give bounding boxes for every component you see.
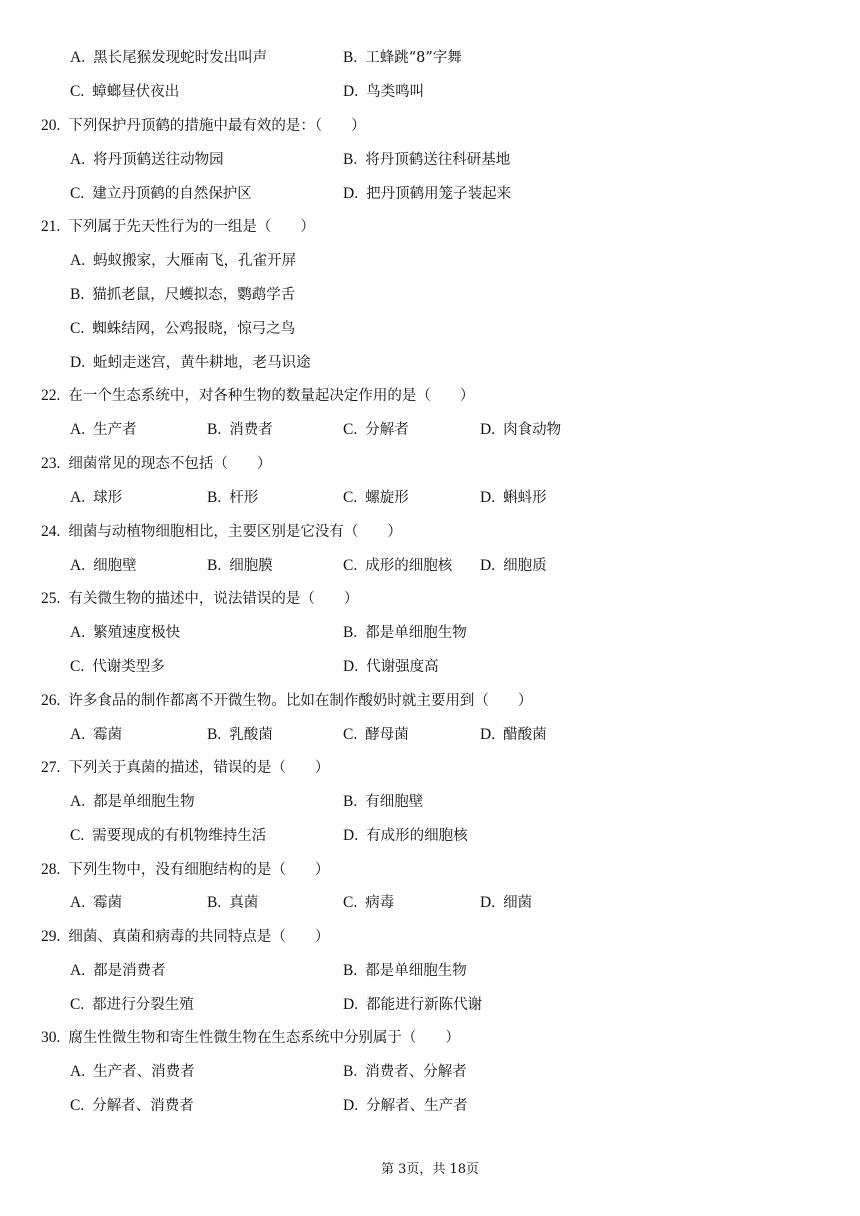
- option-text: 工蜂跳“8”字舞: [365, 50, 462, 66]
- option-letter: A.: [70, 1063, 86, 1080]
- question-21: [41, 217, 315, 237]
- option-text: 将丹顶鹤送往科研基地: [365, 152, 511, 168]
- option-text: 建立丹顶鹤的自然保护区: [92, 186, 252, 202]
- option-text: 霉菌: [93, 727, 123, 743]
- q22-option-c: [343, 420, 409, 440]
- option-letter: B.: [207, 894, 222, 911]
- option-text: 都是消费者: [93, 963, 166, 979]
- q30-option-b: [343, 1062, 467, 1082]
- option-letter: A.: [70, 726, 86, 743]
- option-text: 分解者、消费者: [92, 1098, 194, 1114]
- q21-option-d: [70, 353, 311, 373]
- question-number: 26.: [41, 692, 61, 709]
- q25-option-b: [343, 623, 467, 643]
- option-letter: C.: [343, 557, 358, 574]
- option-letter: D.: [343, 827, 359, 844]
- option-text: 蚂蚁搬家，大雁南飞，孔雀开屏: [93, 253, 297, 269]
- question-number: 30.: [41, 1029, 61, 1046]
- option-letter: D.: [343, 658, 359, 675]
- option-letter: B.: [70, 286, 85, 303]
- option-letter: D.: [343, 996, 359, 1013]
- option-letter: D.: [70, 354, 86, 371]
- question-number: 21.: [41, 218, 61, 235]
- option-text: 都是单细胞生物: [93, 794, 195, 810]
- option-text: 生产者: [93, 422, 137, 438]
- q19-option-c: [70, 82, 179, 102]
- option-letter: A.: [70, 624, 86, 641]
- option-text: 乳酸菌: [229, 727, 273, 743]
- option-letter: C.: [70, 1097, 85, 1114]
- option-text: 有细胞壁: [365, 794, 424, 810]
- option-letter: B.: [207, 421, 222, 438]
- option-text: 都是单细胞生物: [365, 963, 467, 979]
- option-text: 繁殖速度极快: [93, 625, 181, 641]
- option-letter: C.: [70, 827, 85, 844]
- option-letter: A.: [70, 962, 86, 979]
- q24-option-a: [70, 556, 137, 576]
- option-letter: C.: [343, 894, 358, 911]
- q27-option-c: [70, 826, 266, 846]
- question-24: [41, 522, 402, 542]
- q24-option-b: [207, 556, 273, 576]
- q27-option-b: [343, 792, 423, 812]
- q25-option-c: [70, 657, 165, 677]
- option-text: 蟑螂昼伏夜出: [92, 84, 180, 100]
- option-text: 成形的细胞核: [365, 558, 453, 574]
- option-text: 肉食动物: [503, 422, 562, 438]
- q22-option-a: [70, 420, 137, 440]
- q22-option-b: [207, 420, 273, 440]
- q26-option-a: [70, 725, 122, 745]
- q21-option-b: [70, 285, 295, 305]
- option-letter: A.: [70, 421, 86, 438]
- q29-option-b: [343, 961, 467, 981]
- option-letter: B.: [343, 49, 358, 66]
- option-letter: C.: [70, 996, 85, 1013]
- question-stem: 细菌常见的现态不包括（ ）: [68, 456, 272, 472]
- question-27: [41, 758, 329, 778]
- option-letter: A.: [70, 252, 86, 269]
- option-text: 细胞质: [503, 558, 547, 574]
- option-text: 鸟类鸣叫: [366, 84, 425, 100]
- q28-option-b: [207, 893, 258, 913]
- option-text: 都进行分裂生殖: [92, 997, 194, 1013]
- option-text: 霉菌: [93, 895, 123, 911]
- q29-option-d: [343, 995, 482, 1015]
- option-text: 细菌: [503, 895, 533, 911]
- option-letter: A.: [70, 49, 86, 66]
- option-letter: A.: [70, 894, 86, 911]
- q23-option-b: [207, 488, 258, 508]
- q22-option-d: [480, 420, 561, 440]
- q21-option-a: [70, 251, 296, 271]
- q30-option-a: [70, 1062, 195, 1082]
- option-letter: C.: [70, 320, 85, 337]
- q30-option-c: [70, 1096, 194, 1116]
- option-letter: B.: [343, 962, 358, 979]
- q26-option-d: [480, 725, 547, 745]
- question-number: 24.: [41, 523, 61, 540]
- option-letter: A.: [70, 489, 86, 506]
- option-letter: D.: [480, 894, 496, 911]
- option-text: 猫抓老鼠，尺蠖拟态，鹦鹉学舌: [92, 287, 296, 303]
- q20-option-b: [343, 150, 510, 170]
- option-text: 细胞壁: [93, 558, 137, 574]
- question-number: 28.: [41, 861, 61, 878]
- question-number: 23.: [41, 455, 61, 472]
- option-letter: B.: [343, 793, 358, 810]
- q23-option-a: [70, 488, 122, 508]
- option-letter: B.: [343, 624, 358, 641]
- q20-option-a: [70, 150, 224, 170]
- option-text: 分解者: [365, 422, 409, 438]
- question-stem: 在一个生态系统中，对各种生物的数量起决定作用的是（ ）: [68, 388, 475, 404]
- option-text: 生产者、消费者: [93, 1064, 195, 1080]
- question-stem: 下列生物中，没有细胞结构的是（ ）: [68, 862, 330, 878]
- q26-option-c: [343, 725, 409, 745]
- q28-option-c: [343, 893, 394, 913]
- q28-option-d: [480, 893, 532, 913]
- q21-option-c: [70, 319, 295, 339]
- q27-option-d: [343, 826, 468, 846]
- q19-option-d: [343, 82, 424, 102]
- option-letter: D.: [343, 185, 359, 202]
- option-letter: D.: [480, 489, 496, 506]
- option-text: 都能进行新陈代谢: [366, 997, 483, 1013]
- option-text: 都是单细胞生物: [365, 625, 467, 641]
- q20-option-d: [343, 184, 511, 204]
- option-text: 杆形: [229, 490, 259, 506]
- option-text: 消费者、分解者: [365, 1064, 467, 1080]
- option-text: 有成形的细胞核: [366, 828, 468, 844]
- page-footer: 第 3页，共 18页: [380, 1162, 480, 1177]
- question-25: [41, 589, 358, 609]
- option-letter: C.: [70, 658, 85, 675]
- question-23: [41, 454, 271, 474]
- option-text: 蝌蚪形: [503, 490, 547, 506]
- q23-option-c: [343, 488, 409, 508]
- q24-option-c: [343, 556, 452, 576]
- option-letter: C.: [343, 726, 358, 743]
- option-text: 螺旋形: [365, 490, 409, 506]
- question-number: 29.: [41, 928, 61, 945]
- option-text: 蚯蚓走迷宫，黄牛耕地，老马识途: [93, 355, 311, 371]
- question-stem: 下列保护丹顶鹤的措施中最有效的是：（ ）: [68, 118, 366, 134]
- option-letter: A.: [70, 557, 86, 574]
- option-letter: B.: [207, 489, 222, 506]
- question-number: 27.: [41, 759, 61, 776]
- option-text: 消费者: [229, 422, 273, 438]
- question-30: [41, 1028, 460, 1048]
- q23-option-d: [480, 488, 547, 508]
- option-text: 酵母菌: [365, 727, 409, 743]
- q28-option-a: [70, 893, 122, 913]
- option-letter: B.: [207, 557, 222, 574]
- question-number: 20.: [41, 117, 61, 134]
- question-number: 25.: [41, 590, 61, 607]
- q24-option-d: [480, 556, 547, 576]
- q20-option-c: [70, 184, 252, 204]
- question-stem: 腐生性微生物和寄生性微生物在生态系统中分别属于（ ）: [68, 1030, 460, 1046]
- question-stem: 细菌、真菌和病毒的共同特点是（ ）: [68, 929, 330, 945]
- option-letter: C.: [343, 489, 358, 506]
- question-20: [41, 116, 366, 136]
- option-text: 真菌: [229, 895, 259, 911]
- option-letter: D.: [480, 726, 496, 743]
- option-text: 球形: [93, 490, 123, 506]
- q25-option-a: [70, 623, 180, 643]
- q19-option-b: [343, 48, 462, 68]
- question-number: 22.: [41, 387, 61, 404]
- option-letter: D.: [480, 557, 496, 574]
- question-stem: 许多食品的制作都离不开微生物。比如在制作酸奶时就主要用到（ ）: [68, 693, 533, 709]
- option-text: 分解者、生产者: [366, 1098, 468, 1114]
- option-letter: C.: [343, 421, 358, 438]
- q30-option-d: [343, 1096, 468, 1116]
- option-text: 细胞膜: [229, 558, 273, 574]
- option-letter: C.: [70, 83, 85, 100]
- option-letter: D.: [343, 83, 359, 100]
- option-text: 代谢类型多: [92, 659, 165, 675]
- question-22: [41, 386, 474, 406]
- question-stem: 下列属于先天性行为的一组是（ ）: [68, 219, 315, 235]
- q29-option-a: [70, 961, 166, 981]
- option-text: 把丹顶鹤用笼子装起来: [366, 186, 512, 202]
- option-text: 蜘蛛结网，公鸡报晓，惊弓之鸟: [92, 321, 296, 337]
- q29-option-c: [70, 995, 194, 1015]
- question-stem: 有关微生物的描述中，说法错误的是（ ）: [68, 591, 359, 607]
- option-text: 病毒: [365, 895, 395, 911]
- question-stem: 下列关于真菌的描述，错误的是（ ）: [68, 760, 330, 776]
- question-26: [41, 691, 532, 711]
- option-text: 代谢强度高: [366, 659, 439, 675]
- q27-option-a: [70, 792, 195, 812]
- option-text: 醋酸菌: [503, 727, 547, 743]
- q26-option-b: [207, 725, 273, 745]
- option-letter: C.: [70, 185, 85, 202]
- option-letter: B.: [343, 1063, 358, 1080]
- question-28: [41, 860, 329, 880]
- option-letter: A.: [70, 151, 86, 168]
- question-29: [41, 927, 329, 947]
- option-letter: B.: [207, 726, 222, 743]
- q25-option-d: [343, 657, 439, 677]
- option-letter: D.: [343, 1097, 359, 1114]
- option-letter: B.: [343, 151, 358, 168]
- option-text: 黑长尾猴发现蛇时发出叫声: [93, 50, 268, 66]
- option-text: 需要现成的有机物维持生活: [92, 828, 267, 844]
- q19-option-a: [70, 48, 267, 68]
- question-stem: 细菌与动植物细胞相比，主要区别是它没有（ ）: [68, 524, 402, 540]
- option-text: 将丹顶鹤送往动物园: [93, 152, 224, 168]
- option-letter: A.: [70, 793, 86, 810]
- option-letter: D.: [480, 421, 496, 438]
